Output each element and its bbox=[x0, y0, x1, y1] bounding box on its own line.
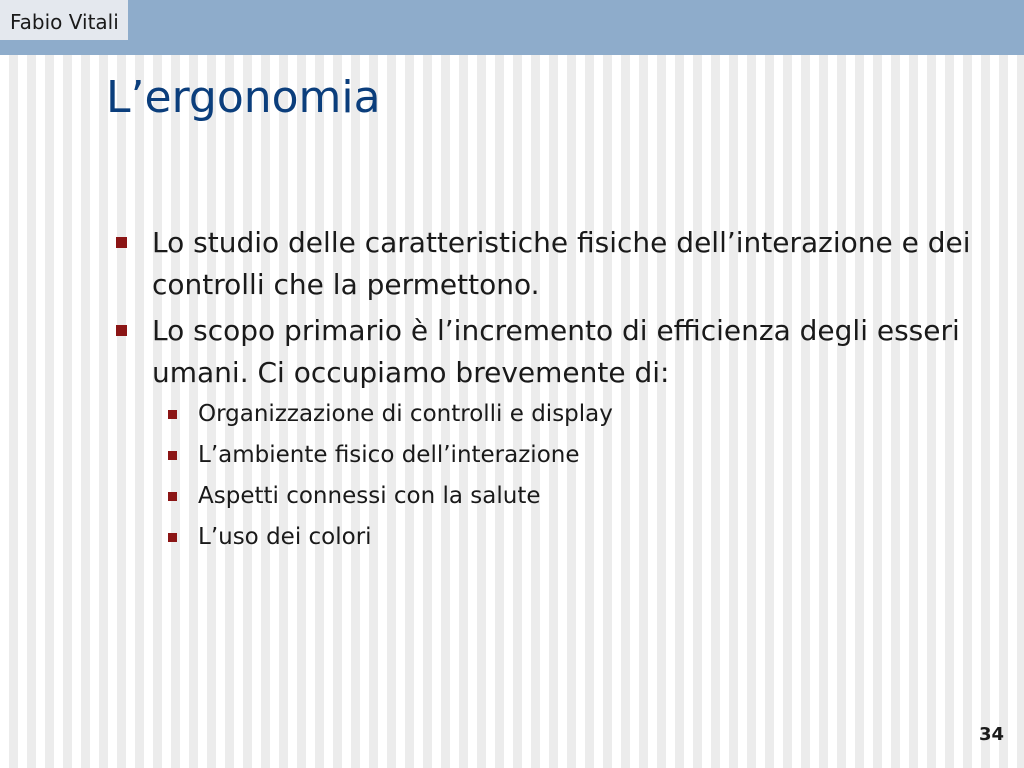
sub-bullet-text: L’uso dei colori bbox=[198, 524, 372, 550]
bullet-item bbox=[108, 310, 1008, 558]
bullet-text: Lo studio delle caratteristiche fisiche dell’interazione e dei controlli che la permettono. bbox=[152, 226, 971, 301]
sub-bullet-item bbox=[152, 394, 1008, 435]
slide-title: L’ergonomia bbox=[106, 72, 381, 123]
sub-bullet-item bbox=[152, 435, 1008, 476]
sub-bullet-text: Organizzazione di controlli e display bbox=[198, 401, 613, 427]
square-bullet-icon bbox=[168, 492, 177, 501]
page-number: 34 bbox=[978, 724, 1004, 745]
author-label: Fabio Vitali bbox=[0, 0, 128, 40]
bullet-item bbox=[108, 222, 1008, 306]
square-bullet-icon bbox=[116, 237, 127, 248]
square-bullet-icon bbox=[168, 533, 177, 542]
bullet-text: Lo scopo primario è l’incremento di efficienza degli esseri umani. Ci occupiamo brevemente di: bbox=[152, 314, 960, 389]
square-bullet-icon bbox=[168, 451, 177, 460]
sub-bullet-item bbox=[152, 517, 1008, 558]
sub-bullet-item bbox=[152, 476, 1008, 517]
header-bar bbox=[0, 0, 1024, 55]
sub-bullet-list bbox=[152, 394, 1008, 558]
sub-bullet-text: L’ambiente fisico dell’interazione bbox=[198, 442, 580, 468]
sub-bullet-text: Aspetti connessi con la salute bbox=[198, 483, 541, 509]
square-bullet-icon bbox=[168, 410, 177, 419]
bullet-list bbox=[108, 222, 1008, 562]
square-bullet-icon bbox=[116, 325, 127, 336]
